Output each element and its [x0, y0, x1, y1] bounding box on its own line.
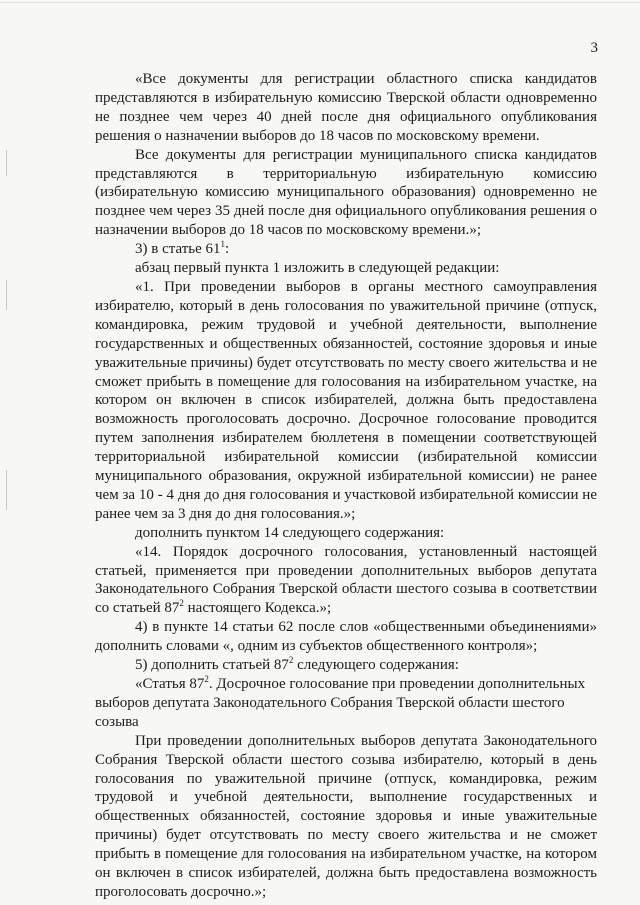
superscript: 2 — [204, 674, 209, 684]
paragraph-7-text: «14. Порядок досрочного голосования, установленный настоящей статьей, применяется при проведении дополнительных выборов депутата Законодательного Собрания Тверской области шестого созыва в соответствии со статьей 87 — [95, 543, 597, 617]
paragraph-6: дополнить пунктом 14 следующего содержания: — [135, 524, 445, 541]
superscript: 1 — [220, 239, 226, 250]
paragraph-9-text: 5) дополнить статьей 87 — [135, 657, 289, 674]
paragraph-8: 4) в пункте 14 статьи 62 после слов «общественными объединениями» дополнить словами «, одним из субъектов общественного контроля»; — [95, 619, 597, 655]
paragraph-9 — [95, 656, 597, 675]
paragraph-2: Все документы для регистрации муниципального списка кандидатов представляются в территориальную избирательную комиссию (избирательную комиссию муниципального образования) одновременно не позднее чем через 35 дней после дня официального опубликования решения о назначении выборов до 18 часов по московскому времени.»; — [95, 146, 597, 239]
article-heading-tail: . Досрочное голосование при проведении дополнительных выборов депутата Законодательного Собрания Тверской области шестого созыва — [95, 676, 586, 730]
scan-margin-mark — [6, 150, 7, 176]
paragraph-7-tail: настоящего Кодекса.»; — [183, 600, 332, 617]
superscript: 2 — [288, 655, 294, 666]
paragraph-3-text: 3) в статье 61 — [135, 241, 221, 258]
superscript: 2 — [179, 598, 184, 609]
paragraph-1: «Все документы для регистрации областного списка кандидатов представляются в избирательную комиссию Тверской области одновременно не позднее чем через 40 дней после дня официального опубликования решения о назначении выборов до 18 часов по московскому времени. — [95, 71, 597, 144]
article-heading — [95, 675, 597, 732]
paragraph-4: абзац первый пункта 1 изложить в следующей редакции: — [135, 260, 500, 277]
scan-margin-mark — [6, 280, 7, 310]
page-number: 3 — [590, 40, 598, 56]
paragraph-3 — [95, 240, 597, 259]
document-body — [95, 70, 597, 902]
scan-top-edge — [0, 2, 640, 3]
paragraph-5: «1. При проведении выборов в органы местного самоуправления избирателю, который в день голосования по уважительной причине (отпуск, командировка, режим трудовой и учебной деятельности, выполнение государственных и общественных обязанностей, состояние здоровья и иные уважительные причины) будет отсутствовать по месту своего жительства и не сможет прибыть в помещение для голосования на избирательном участке, на котором он включен в список избирателей, должна быть предоставлена возможность проголосовать досрочно. Досрочное голосование проводится путем заполнения избирателем бюллетеня в помещении соответствующей территориальной избирательной комиссии (избирательной комиссии муниципального образования, окружной избирательной комиссии) не ранее чем за 10 - 4 дня до дня голосования и участковой избирательной комиссии не ранее чем за 3 дня до дня голосования.»; — [95, 278, 597, 522]
paragraph-3-tail: : — [225, 241, 230, 258]
article-heading-text: «Статья 87 — [135, 676, 205, 692]
paragraph-7 — [95, 543, 597, 619]
paragraph-11: При проведении дополнительных выборов депутата Законодательного Собрания Тверской области шестого созыва избирателю, который в день голосования по уважительной причине (отпуск, командировка, режим трудовой и учебной деятельности, выполнение государственных и общественных обязанностей, состояние здоровья и иные уважительные причины) будет отсутствовать по месту своего жительства и не сможет прибыть в помещение для голосования на избирательном участке, на котором он включен в список избирателей, должна быть предоставлена возможность проголосовать досрочно.»; — [95, 732, 597, 900]
paragraph-9-tail: следующего содержания: — [293, 657, 459, 674]
scan-margin-mark — [6, 470, 7, 510]
